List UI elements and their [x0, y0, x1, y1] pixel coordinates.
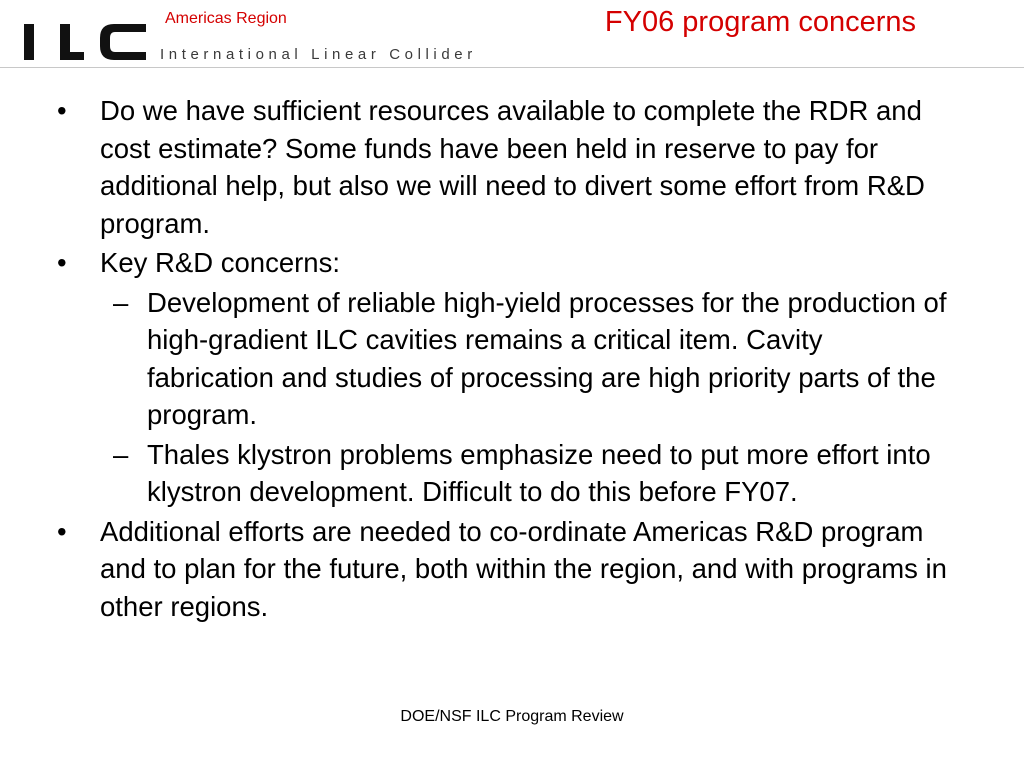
- sub-bullet-text: Thales klystron problems emphasize need to put more effort into klystron development. Difficult to do this before FY07.: [147, 438, 931, 507]
- logo-subtitle: International Linear Collider: [160, 46, 477, 63]
- sub-bullet-mark: –: [113, 286, 129, 318]
- bullet-text: Key R&D concerns:: [100, 247, 340, 278]
- bullet-item: [55, 513, 955, 626]
- bullet-text: Do we have sufficient resources available to complete the RDR and cost estimate? Some funds have been held in reserve to pay for additional help, but also we will need to divert some effort from R&D program.: [100, 95, 925, 239]
- sub-bullet-item: [55, 284, 955, 434]
- sub-bullet-text: Development of reliable high-yield processes for the production of high-gradient ILC cavities remains a critical item. Cavity fabrication and studies of processing are high priority parts of the program.: [147, 286, 947, 430]
- slide-title: FY06 program concerns: [604, 6, 916, 38]
- bullet-mark: •: [57, 95, 67, 126]
- slide-body: [55, 92, 955, 627]
- bullet-mark: •: [57, 515, 67, 547]
- bullet-mark: •: [57, 247, 67, 278]
- bullet-item: [55, 92, 955, 242]
- region-label: Americas Region: [165, 10, 287, 27]
- slide-footer: DOE/NSF ILC Program Review: [400, 708, 624, 725]
- slide-header: [0, 0, 1024, 68]
- ilc-logo: [22, 10, 152, 64]
- header-divider: [0, 67, 1024, 68]
- bullet-text: Additional efforts are needed to co-ordinate Americas R&D program and to plan for the future, both within the region, and with programs in other regions.: [100, 515, 947, 622]
- sub-bullet-mark: –: [113, 438, 129, 470]
- sub-bullet-item: [55, 436, 955, 511]
- bullet-item: [55, 244, 955, 282]
